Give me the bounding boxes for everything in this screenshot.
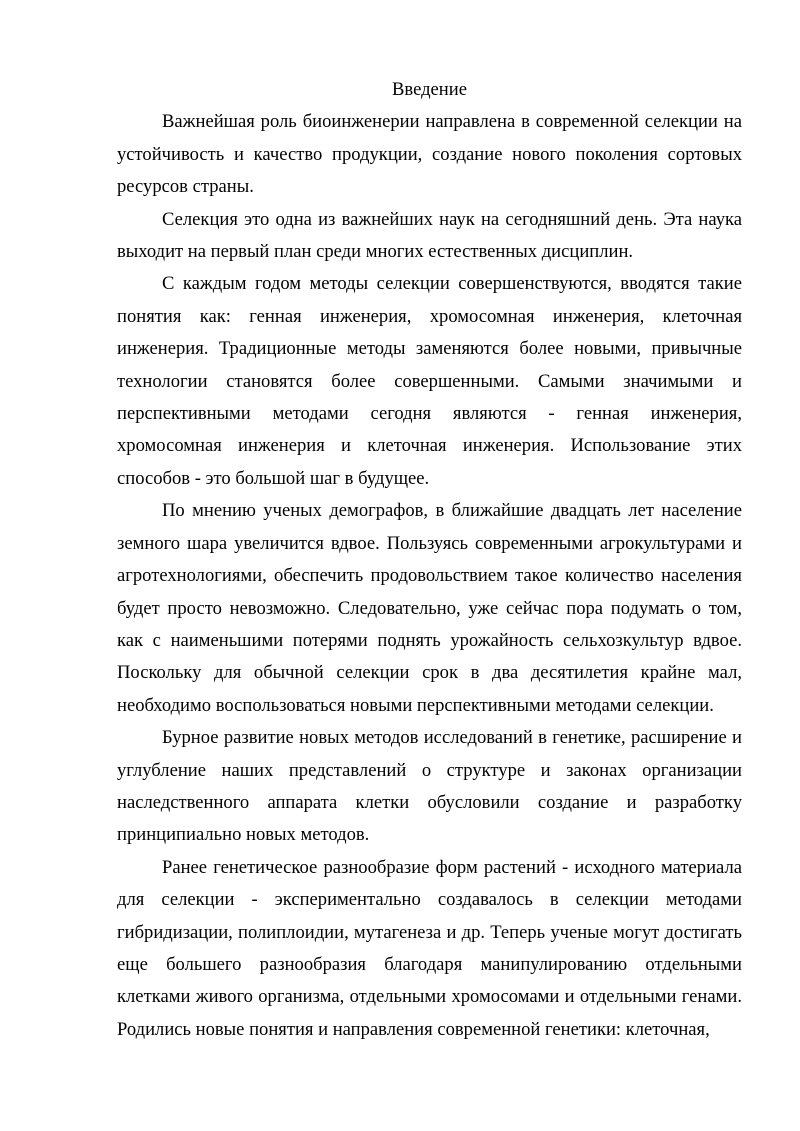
paragraph-5: Бурное развитие новых методов исследований в генетике, расширение и углубление наших представлений о структуре и законах организации наследственного аппарата клетки обусловили создание и разработку принципиально новых методов. [117, 727, 742, 846]
paragraph-1: Важнейшая роль биоинженерии направлена в современной селекции на устойчивость и качество продукции, создание нового поколения сортовых ресурсов страны. [117, 111, 742, 198]
paragraph-3: С каждым годом методы селекции совершенствуются, вводятся такие понятия как: генная инженерия, хромосомная инженерия, клеточная инженерия. Традиционные методы заменяются более новыми, привычные технологии становятся более совершенными. Самыми значимыми и перспективными методами сегодня являются - генная инженерия, хромосомная инженерия и клеточная инженерия. Использование этих способов - это большой шаг в будущее. [117, 273, 742, 489]
document-body [117, 74, 742, 1046]
paragraph-4: По мнению ученых демографов, в ближайшие двадцать лет население земного шара увеличится вдвое. Пользуясь современными агрокультурами и агротехнологиями, обеспечить продовольствием такое количество населения будет просто невозможно. Следовательно, уже сейчас пора подумать о том, как с наименьшими потерями поднять урожайность сельхозкультур вдвое. Поскольку для обычной селекции срок в два десятилетия крайне мал, необходимо воспользоваться новыми перспективными методами селекции. [117, 500, 742, 716]
paragraph-2: Селекция это одна из важнейших наук на сегодняшний день. Эта наука выходит на первый план среди многих естественных дисциплин. [117, 208, 742, 263]
page-title: Введение [392, 79, 467, 100]
paragraph-6: Ранее генетическое разнообразие форм растений - исходного материала для селекции - экспериментально создавалось в селекции методами гибридизации, полиплоидии, мутагенеза и др. Теперь ученые могут достигать еще большего разнообразия благодаря манипулированию отдельными клетками живого организма, отдельными хромосомами и отдельными генами. Родились новые понятия и направления современной генетики: клеточная, [117, 856, 742, 1040]
